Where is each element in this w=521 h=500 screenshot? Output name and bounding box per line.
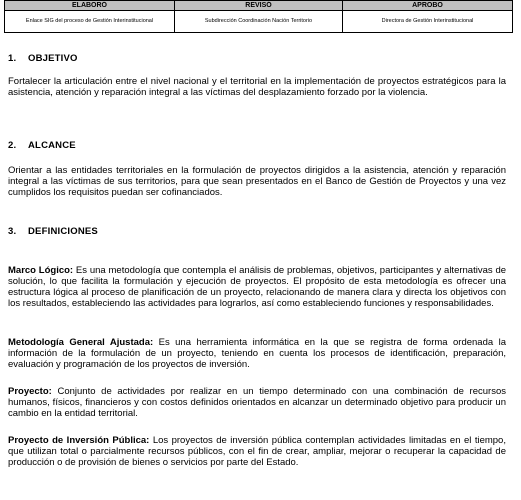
objetivo-text: Fortalecer la articulación entre el nivel nacional y el territorial en la implementación de proyectos estratégicos para la asistencia, atención y reparación integral a las víctimas del desplazamiento forzado por la violencia. <box>8 76 506 98</box>
approval-table <box>4 0 513 33</box>
alcance-text: Orientar a las entidades territoriales en la formulación de proyectos dirigidos a la asistencia, atención y reparación integral a las víctimas de sus territorios, para que sean presentados en el Banco de Gestión de Proyectos y una vez cumplidos los requisitos puedan ser cofinanciados. <box>8 165 506 198</box>
value-aprobo: Directora de Gestión Interinstitucional <box>343 11 513 33</box>
section-number: 2. <box>8 140 17 151</box>
approval-value-row <box>5 11 513 33</box>
header-reviso: REVISÓ <box>175 1 343 11</box>
value-reviso: Subdirección Coordinación Nación Territorio <box>175 11 343 33</box>
definition-metodologia-general <box>8 337 506 370</box>
header-aprobo: APROBO <box>343 1 513 11</box>
definition-text: Los proyectos de inversión pública contemplan actividades limitadas en el tiempo, que utilizan total o parcialmente recursos públicos, con el fin de crear, ampliar, mejorar o recuperar la capacidad de producción o de provisión de bienes o servicios por parte del Estado. <box>8 435 506 468</box>
definition-term: Proyecto: <box>8 386 52 397</box>
section-heading-alcance <box>8 140 76 151</box>
section-number: 1. <box>8 53 17 64</box>
approval-header-row <box>5 1 513 11</box>
section-number: 3. <box>8 226 17 237</box>
definition-proyecto <box>8 386 506 419</box>
value-elaboro: Enlace SIG del proceso de Gestión Interinstitucional <box>5 11 175 33</box>
definition-term: Metodología General Ajustada: <box>8 337 154 348</box>
definition-text: Es una metodología que contempla el análisis de problemas, objetivos, participantes y alternativas de solución, lo que facilita la formulación y ejecución de proyectos. El propósito de esta metodología es ofrecer una estructura lógica al proceso de planificación de un proyecto, relacionando de manera clara y directa los objetivos con los resultados, estableciendo las actividades para lograrlos, así como estableciendo funciones y responsabilidades. <box>8 265 507 309</box>
definition-term: Marco Lógico: <box>8 265 74 276</box>
section-heading-definiciones <box>8 226 98 237</box>
section-heading-objetivo <box>8 53 78 64</box>
section-title: DEFINICIONES <box>28 226 98 237</box>
section-title: OBJETIVO <box>28 53 78 64</box>
definition-marco-logico <box>8 265 506 309</box>
header-elaboro: ELABORÓ <box>5 1 175 11</box>
definition-text: Conjunto de actividades por realizar en un tiempo determinado con una combinación de recursos humanos, físicos, financieros y con costos definidos orientados en alcanzar un determinado objetivo para producir un cambio en la entidad territorial. <box>8 386 506 419</box>
definition-proyecto-inversion <box>8 435 506 468</box>
section-title: ALCANCE <box>28 140 76 151</box>
definition-text: Es una herramienta informática en la que se registra de forma ordenada la información de la formulación de un proyecto, teniendo en cuenta los procesos de identificación, preparación, evaluación y programación de los proyectos de inversión. <box>8 337 506 370</box>
definition-term: Proyecto de Inversión Pública: <box>8 435 150 446</box>
